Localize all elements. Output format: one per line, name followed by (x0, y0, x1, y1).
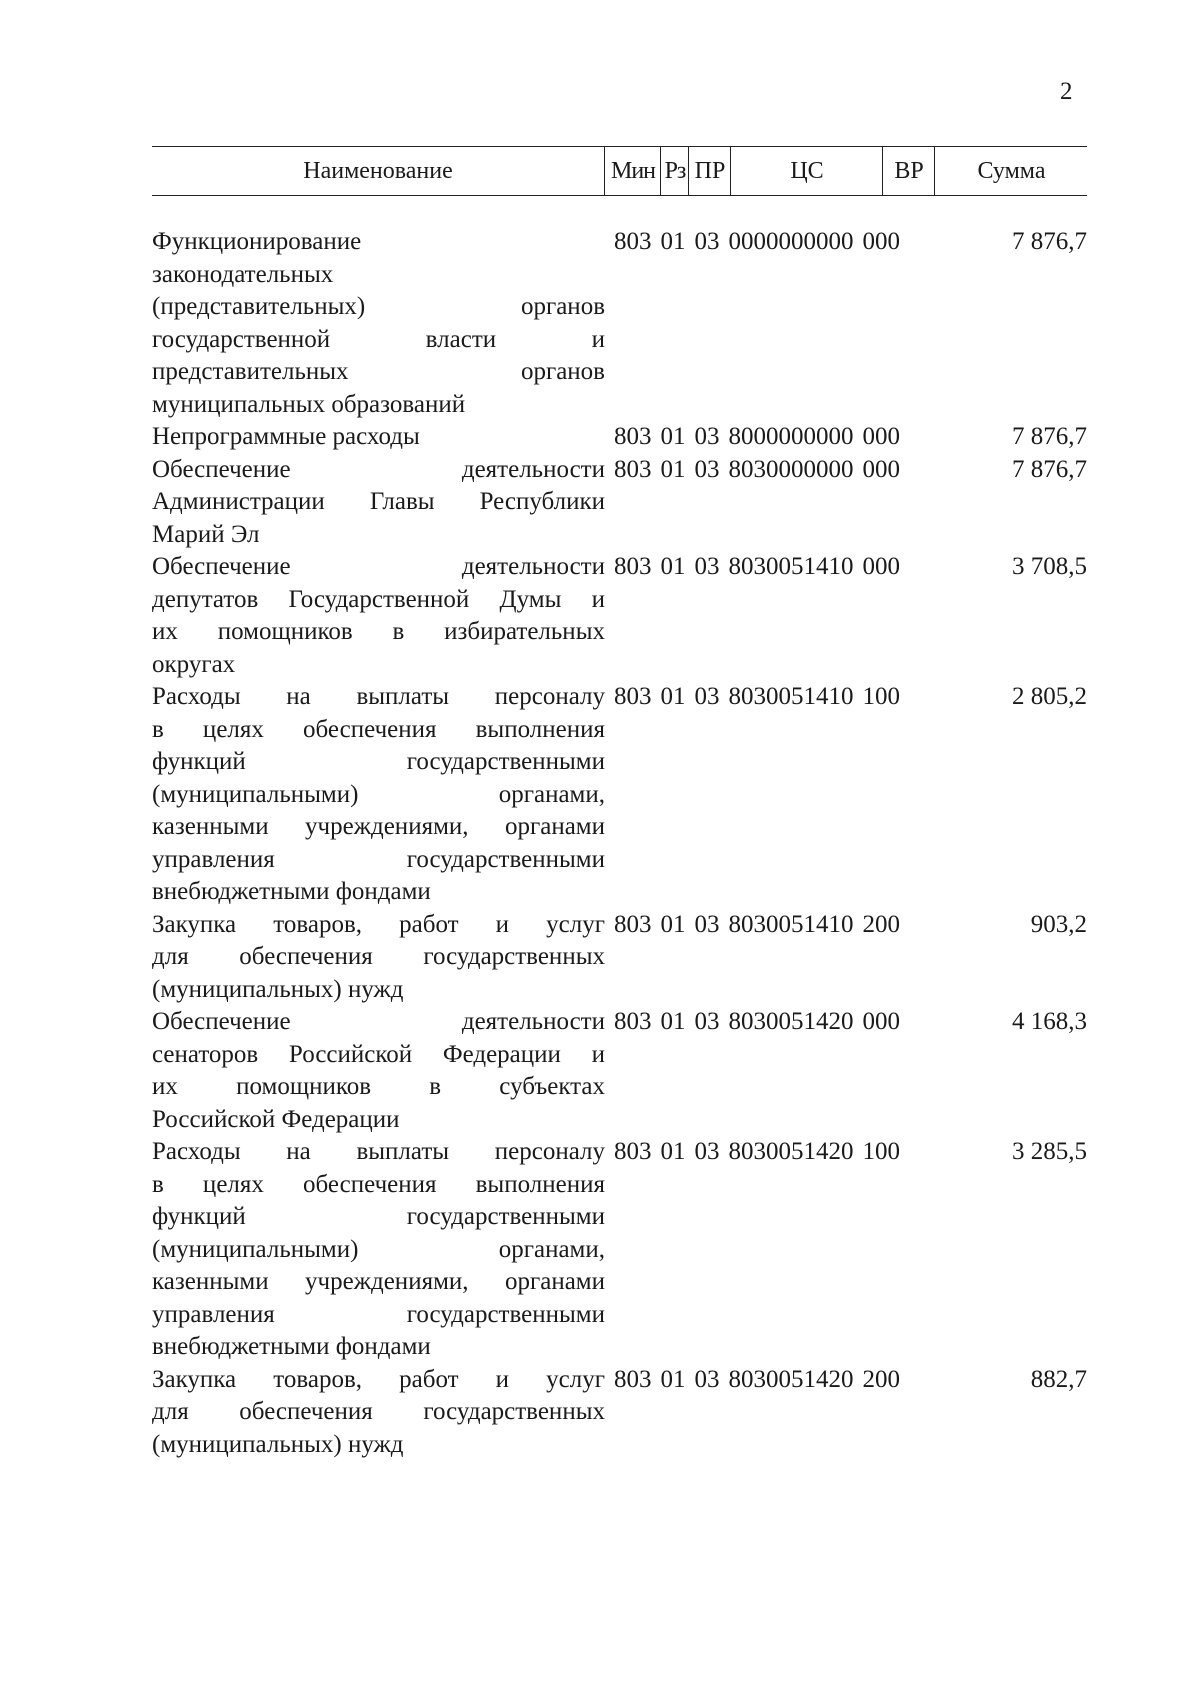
row-codes (614, 551, 909, 584)
row-min: 803 (614, 455, 652, 483)
row-name-line: (муниципальными) органами, (152, 780, 605, 808)
row-name (152, 1006, 605, 1136)
row-name-line: сенаторов Российской Федерации и (152, 1040, 605, 1068)
row-vr: 200 (862, 1365, 900, 1393)
budget-table (152, 146, 1087, 1461)
table-row (152, 909, 1087, 1007)
row-name-line: (муниципальных) нужд (152, 1430, 404, 1458)
row-sum: 4 168,3 (1012, 1008, 1087, 1035)
row-cs: 8000000000 (728, 423, 854, 450)
page-number: 2 (1060, 78, 1073, 105)
row-rz: 01 (660, 1138, 686, 1165)
row-cs: 8030000000 (728, 455, 854, 483)
row-cs: 0000000000 (728, 228, 854, 255)
row-rz: 01 (660, 1365, 686, 1393)
table-row (152, 454, 1087, 552)
row-pr: 03 (694, 423, 720, 450)
header-name: Наименование (303, 158, 453, 184)
row-min: 803 (614, 1138, 652, 1165)
row-name-line: Администрации Главы Республики (152, 488, 605, 515)
row-vr: 000 (862, 228, 900, 255)
row-codes (614, 226, 909, 259)
table-row (152, 421, 1087, 454)
row-name-line: их помощников в избирательных (152, 618, 605, 645)
row-vr: 100 (862, 1138, 900, 1165)
row-codes (614, 1006, 909, 1039)
row-codes (614, 909, 909, 942)
row-name-line: функций государственными (152, 1203, 605, 1230)
row-pr: 03 (694, 228, 720, 255)
row-codes (614, 421, 909, 454)
row-vr: 100 (862, 683, 900, 710)
row-min: 803 (614, 683, 652, 710)
row-rz: 01 (660, 228, 686, 255)
row-pr: 03 (694, 683, 720, 710)
row-name-line: внебюджетными фондами (152, 1333, 431, 1360)
row-min: 803 (614, 553, 652, 580)
row-vr: 000 (862, 455, 900, 483)
row-name-line: Расходы на выплаты персоналу (152, 683, 605, 710)
row-name (152, 226, 605, 421)
table-row (152, 551, 1087, 681)
row-sum: 7 876,7 (1012, 228, 1087, 255)
row-cs: 8030051410 (728, 683, 854, 710)
table-body (152, 226, 1087, 1461)
row-min: 803 (614, 228, 652, 255)
row-name-line: Функционирование (152, 228, 362, 255)
row-name-line: в целях обеспечения выполнения (152, 715, 605, 743)
row-name (152, 454, 605, 552)
row-vr: 000 (862, 1008, 900, 1035)
row-sum: 3 285,5 (1012, 1138, 1087, 1165)
row-name-line: (муниципальных) нужд (152, 975, 404, 1003)
row-codes (614, 454, 909, 487)
row-cs: 8030051420 (728, 1008, 854, 1035)
row-name-line: Обеспечение деятельности (152, 1008, 605, 1035)
row-name-line: округах (152, 650, 236, 678)
row-name-line: муниципальных образований (152, 390, 466, 418)
header-sum: Сумма (934, 147, 1088, 195)
row-name-line: Обеспечение деятельности (152, 455, 605, 483)
row-name-line: внебюджетными фондами (152, 878, 431, 905)
row-min: 803 (614, 1008, 652, 1035)
row-pr: 03 (694, 1365, 720, 1393)
row-cs: 8030051420 (728, 1365, 854, 1393)
row-rz: 01 (660, 683, 686, 710)
row-pr: 03 (694, 1008, 720, 1035)
row-name-line: (муниципальными) органами, (152, 1235, 605, 1263)
row-name (152, 1364, 605, 1462)
row-name-line: для обеспечения государственных (152, 1398, 605, 1425)
row-rz: 01 (660, 423, 686, 450)
row-rz: 01 (660, 1008, 686, 1035)
row-name-line: Закупка товаров, работ и услуг (152, 910, 605, 938)
row-vr: 200 (862, 910, 900, 938)
row-name-line: депутатов Государственной Думы и (152, 585, 605, 613)
row-codes (614, 681, 909, 714)
table-row (152, 226, 1087, 421)
row-sum: 882,7 (1030, 1365, 1087, 1393)
row-name-line: Марий Эл (152, 520, 260, 548)
row-name-line: (представительных) органов (152, 293, 605, 320)
table-row (152, 1006, 1087, 1136)
row-name-line: законодательных (152, 260, 334, 288)
row-min: 803 (614, 910, 652, 938)
row-rz: 01 (660, 553, 686, 580)
header-cs: ЦС (730, 147, 883, 195)
table-row (152, 1136, 1087, 1364)
row-min: 803 (614, 423, 652, 450)
row-sum: 7 876,7 (1012, 455, 1087, 483)
row-name-line: их помощников в субъектах (152, 1073, 605, 1100)
table-row (152, 681, 1087, 909)
row-min: 803 (614, 1365, 652, 1393)
row-name-line: казенными учреждениями, органами (152, 813, 605, 840)
row-rz: 01 (660, 455, 686, 483)
row-name (152, 909, 605, 1007)
row-pr: 03 (694, 455, 720, 483)
row-name-line: казенными учреждениями, органами (152, 1268, 605, 1295)
row-sum: 2 805,2 (1012, 683, 1087, 710)
row-name (152, 421, 605, 454)
row-vr: 000 (862, 553, 900, 580)
row-cs: 8030051410 (728, 910, 854, 938)
header-pr: ПР (688, 147, 731, 195)
row-name-line: функций государственными (152, 748, 605, 775)
header-vr: ВР (882, 147, 935, 195)
row-codes (614, 1364, 909, 1397)
row-name-line: в целях обеспечения выполнения (152, 1170, 605, 1198)
row-pr: 03 (694, 553, 720, 580)
row-name-line: представительных органов (152, 358, 605, 385)
row-pr: 03 (694, 1138, 720, 1165)
row-name (152, 1136, 605, 1364)
row-name-line: Расходы на выплаты персоналу (152, 1138, 605, 1165)
row-name-line: Закупка товаров, работ и услуг (152, 1365, 605, 1393)
row-name-line: управления государственными (152, 1300, 605, 1328)
row-cs: 8030051410 (728, 553, 854, 580)
row-name (152, 681, 605, 909)
row-cs: 8030051420 (728, 1138, 854, 1165)
row-rz: 01 (660, 910, 686, 938)
row-sum: 7 876,7 (1012, 423, 1087, 450)
row-name-line: для обеспечения государственных (152, 943, 605, 970)
row-name-line: Российской Федерации (152, 1105, 400, 1133)
row-name (152, 551, 605, 681)
table-header (152, 146, 1087, 196)
table-row (152, 1364, 1087, 1462)
row-name-line: Обеспечение деятельности (152, 553, 605, 580)
header-min: Мин (604, 147, 661, 195)
row-vr: 000 (862, 423, 900, 450)
row-name-line: управления государственными (152, 845, 605, 873)
row-sum: 3 708,5 (1012, 553, 1087, 580)
header-rz: Рз (660, 147, 689, 195)
row-sum: 903,2 (1030, 910, 1087, 938)
row-name-line: Непрограммные расходы (152, 423, 420, 450)
row-codes (614, 1136, 909, 1169)
row-name-line: государственной власти и (152, 325, 605, 353)
row-pr: 03 (694, 910, 720, 938)
